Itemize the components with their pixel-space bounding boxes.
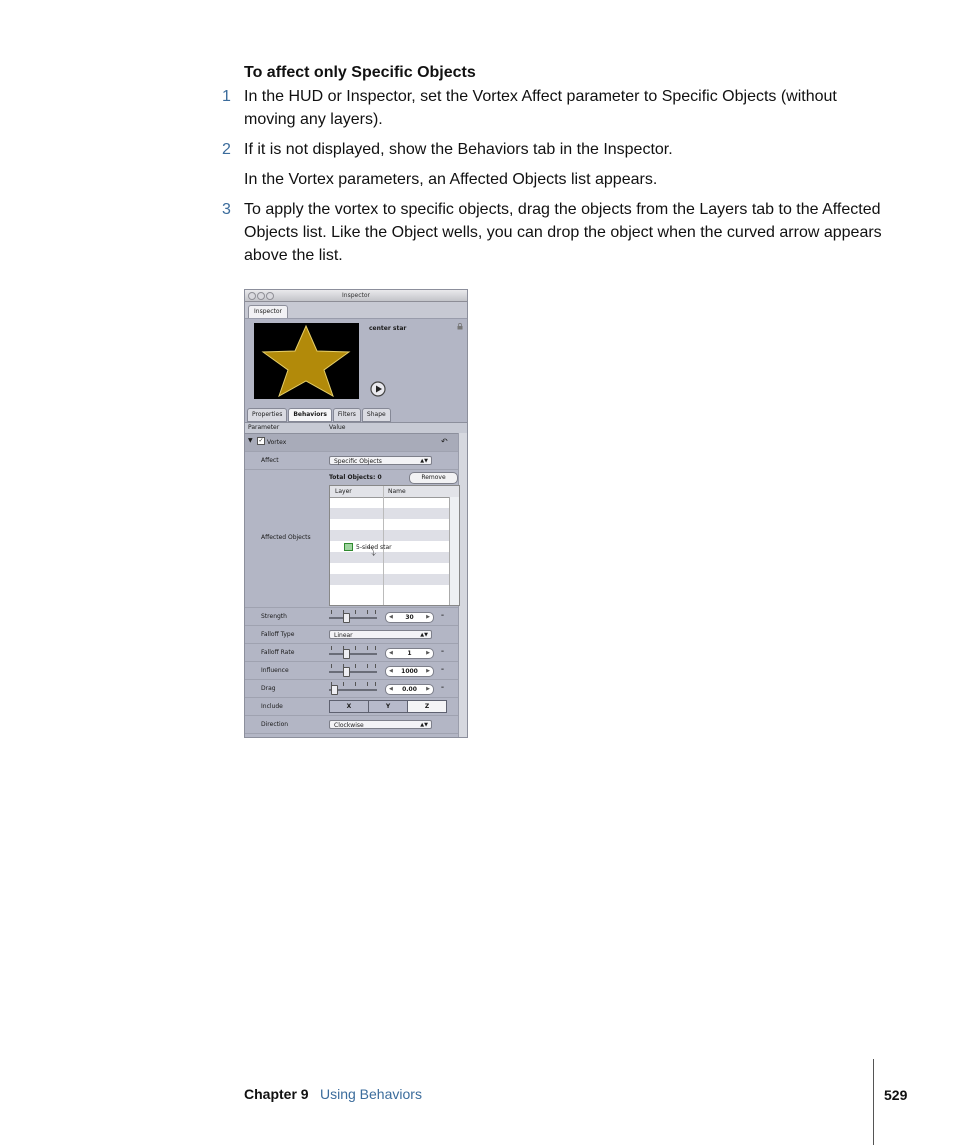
footer-divider	[873, 1059, 874, 1145]
tab-filters[interactable]: Filters	[333, 408, 361, 422]
layer-icon	[344, 543, 353, 551]
list-row	[330, 574, 449, 585]
field-value: 1000	[401, 668, 418, 675]
step-text: To apply the vortex to specific objects, drag the objects from the Layers tab to the Affected Objects list. Like the Object wells, you can drop the object when the curved arrow appears above the list.	[244, 201, 882, 264]
tab-inspector[interactable]: Inspector	[248, 305, 288, 318]
step-number: 1	[222, 88, 231, 105]
popup-value: Linear	[334, 632, 353, 639]
param-label: Include	[261, 703, 283, 710]
column-header	[245, 422, 467, 434]
falloff-rate-slider[interactable]	[329, 646, 377, 658]
column-name: Name	[388, 488, 406, 495]
popup-value: Specific Objects	[334, 458, 382, 465]
influence-value-field[interactable]: ◀ 1000 ▶	[385, 666, 434, 677]
param-label: Falloff Rate	[261, 649, 295, 656]
influence-slider[interactable]	[329, 664, 377, 676]
slider-knob[interactable]	[343, 667, 350, 677]
include-z-button[interactable]: Z	[408, 701, 446, 712]
rig-dash-icon[interactable]: –	[441, 666, 444, 673]
affected-objects-list[interactable]	[329, 485, 460, 606]
enable-checkbox[interactable]: ✓	[258, 437, 264, 444]
include-x-button[interactable]: X	[330, 701, 369, 712]
inspector-window	[244, 289, 468, 738]
tab-properties[interactable]: Properties	[247, 408, 287, 422]
param-label: Strength	[261, 613, 287, 620]
step-number: 2	[222, 141, 231, 158]
object-preview	[254, 323, 359, 399]
strength-value-field[interactable]: ◀ 30 ▶	[385, 612, 434, 623]
tab-behaviors[interactable]: Behaviors	[288, 408, 332, 422]
list-row	[330, 530, 449, 541]
inspector-tabstrip	[245, 302, 467, 319]
column-parameter: Parameter	[248, 424, 280, 431]
popup-arrows-icon: ▲▼	[420, 722, 428, 728]
lock-icon[interactable]	[457, 323, 463, 330]
dragged-layer[interactable]	[344, 543, 392, 558]
drag-slider[interactable]	[329, 682, 377, 694]
param-label: Direction	[261, 721, 289, 728]
section-heading: To affect only Specific Objects	[244, 64, 476, 81]
slider-knob[interactable]	[331, 685, 338, 695]
popup-value: Clockwise	[334, 722, 364, 729]
step-note: In the Vortex parameters, an Affected Objects list appears.	[244, 171, 658, 188]
dragged-layer-name: 5-sided star	[356, 543, 392, 551]
field-value: 1	[407, 650, 412, 657]
step-2	[222, 138, 884, 161]
page-number: 529	[884, 1087, 908, 1103]
behavior-name: Vortex	[267, 439, 287, 446]
rig-dash-icon[interactable]: –	[441, 684, 444, 691]
step-text: In the HUD or Inspector, set the Vortex Affect parameter to Specific Objects (without moving any layers).	[244, 88, 837, 128]
step-3	[222, 198, 884, 267]
object-name: center star	[369, 325, 407, 332]
field-value: 0.00	[402, 686, 417, 693]
play-icon[interactable]	[370, 381, 386, 397]
direction-popup[interactable]	[329, 720, 432, 729]
list-header	[330, 486, 459, 498]
drag-value-field[interactable]: ◀ 0.00 ▶	[385, 684, 434, 695]
param-row-falloff-rate	[245, 644, 458, 662]
param-row-direction	[245, 716, 458, 734]
param-row-drag	[245, 680, 458, 698]
window-title: Inspector	[342, 292, 370, 299]
strength-slider[interactable]	[329, 610, 377, 622]
remove-button[interactable]: Remove	[409, 472, 458, 484]
affect-popup[interactable]	[329, 456, 432, 465]
param-label: Influence	[261, 667, 289, 674]
reset-icon[interactable]: ↶	[441, 437, 448, 446]
slider-knob[interactable]	[343, 613, 350, 623]
step-number: 3	[222, 201, 231, 218]
rig-dash-icon[interactable]: –	[441, 648, 444, 655]
disclosure-triangle-icon[interactable]: ▼	[248, 437, 253, 444]
falloff-type-popup[interactable]	[329, 630, 432, 639]
behavior-row-vortex[interactable]	[245, 434, 458, 452]
param-row-affect	[245, 452, 458, 470]
param-label: Drag	[261, 685, 276, 692]
column-layer: Layer	[335, 488, 352, 495]
tab-shape[interactable]: Shape	[362, 408, 391, 422]
rig-dash-icon[interactable]: –	[441, 612, 444, 619]
title-bar	[245, 290, 467, 302]
param-row-influence	[245, 662, 458, 680]
list-row	[330, 508, 449, 519]
param-label: Falloff Type	[261, 631, 295, 638]
list-row	[330, 552, 449, 563]
include-segmented-control[interactable]	[329, 700, 447, 713]
star-thumbnail	[254, 323, 359, 399]
slider-knob[interactable]	[343, 649, 350, 659]
popup-arrows-icon: ▲▼	[420, 458, 428, 464]
footer-section: Using Behaviors	[320, 1086, 422, 1102]
include-y-button[interactable]: Y	[369, 701, 408, 712]
footer-chapter: Chapter 9	[244, 1086, 309, 1102]
falloff-rate-value-field[interactable]: ◀ 1 ▶	[385, 648, 434, 659]
step-1	[222, 85, 884, 131]
column-value: Value	[329, 424, 346, 431]
cursor-icon: ⤵	[367, 548, 377, 558]
total-objects: Total Objects: 0	[329, 474, 382, 481]
param-row-falloff-type	[245, 626, 458, 644]
param-label: Affected Objects	[261, 534, 311, 541]
param-label: Affect	[261, 457, 279, 464]
popup-arrows-icon: ▲▼	[420, 632, 428, 638]
param-row-strength	[245, 608, 458, 626]
field-value: 30	[405, 614, 414, 621]
step-text: If it is not displayed, show the Behaviors tab in the Inspector.	[244, 141, 673, 158]
list-scrollbar[interactable]	[449, 497, 459, 605]
subtab-bar	[247, 408, 392, 422]
